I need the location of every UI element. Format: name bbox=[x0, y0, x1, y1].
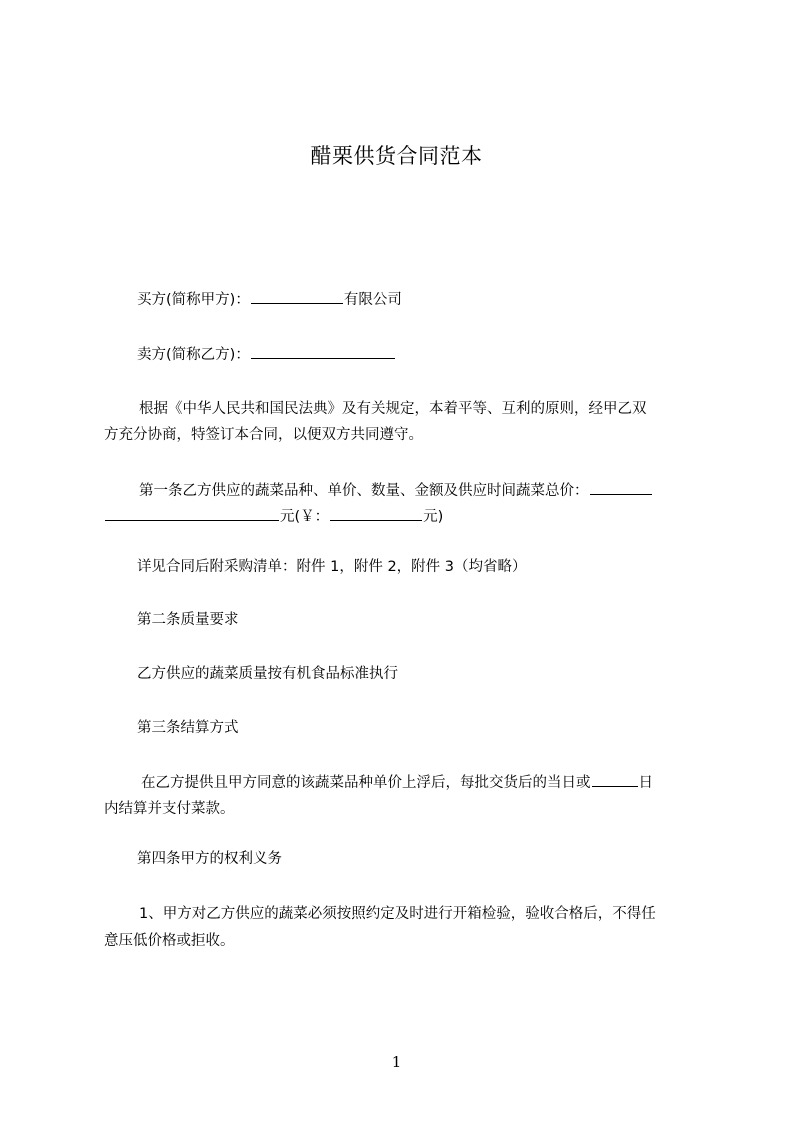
seller-label: 卖方(简称乙方)： bbox=[137, 347, 250, 363]
article4-item1-line-2: 意压低价格或拒收。 bbox=[104, 933, 235, 949]
seller-name-blank[interactable] bbox=[251, 344, 395, 359]
article3-text-b: 日 bbox=[638, 775, 653, 791]
buyer-line bbox=[137, 283, 737, 317]
article4-item1-line-1: 1、甲方对乙方供应的蔬菜必须按照约定及时进行开箱检验，验收合格后，不得任 bbox=[139, 906, 656, 922]
article2-text: 乙方供应的蔬菜质量按有机食品标准执行 bbox=[137, 666, 398, 682]
article1-line-2 bbox=[104, 500, 704, 534]
page-number: 1 bbox=[391, 1053, 402, 1071]
article3-text-a: 在乙方提供且甲方同意的该蔬菜品种单价上浮后，每批交货后的当日或 bbox=[141, 775, 591, 791]
total-price-number-blank[interactable] bbox=[330, 506, 422, 521]
document-title: 醋栗供货合同范本 bbox=[310, 144, 483, 168]
total-price-words-blank[interactable] bbox=[105, 506, 279, 521]
intro-line-2: 方充分协商，特签订本合同，以便双方共同遵守。 bbox=[104, 427, 423, 443]
article1-text: 第一条乙方供应的蔬菜品种、单价、数量、金额及供应时间蔬菜总价： bbox=[139, 483, 589, 499]
article1-yuan-end: 元) bbox=[423, 509, 444, 525]
article4-heading: 第四条甲方的权利义务 bbox=[137, 851, 282, 867]
article1-yuan-label: 元(￥： bbox=[280, 509, 330, 525]
buyer-name-blank[interactable] bbox=[251, 289, 343, 304]
settlement-days-blank[interactable] bbox=[592, 772, 638, 787]
article3-line-2: 内结算并支付菜款。 bbox=[104, 801, 235, 817]
seller-line bbox=[137, 338, 737, 372]
article3-heading: 第三条结算方式 bbox=[137, 720, 239, 736]
article2-heading: 第二条质量要求 bbox=[137, 612, 239, 628]
buyer-suffix: 有限公司 bbox=[343, 292, 402, 308]
attachments-line: 详见合同后附采购清单：附件 1，附件 2，附件 3（均省略） bbox=[137, 559, 527, 575]
intro-line-1: 根据《中华人民共和国民法典》及有关规定，本着平等、互利的原则，经甲乙双 bbox=[139, 401, 647, 417]
total-price-blank[interactable] bbox=[590, 480, 652, 495]
buyer-label: 买方(简称甲方)： bbox=[137, 292, 250, 308]
